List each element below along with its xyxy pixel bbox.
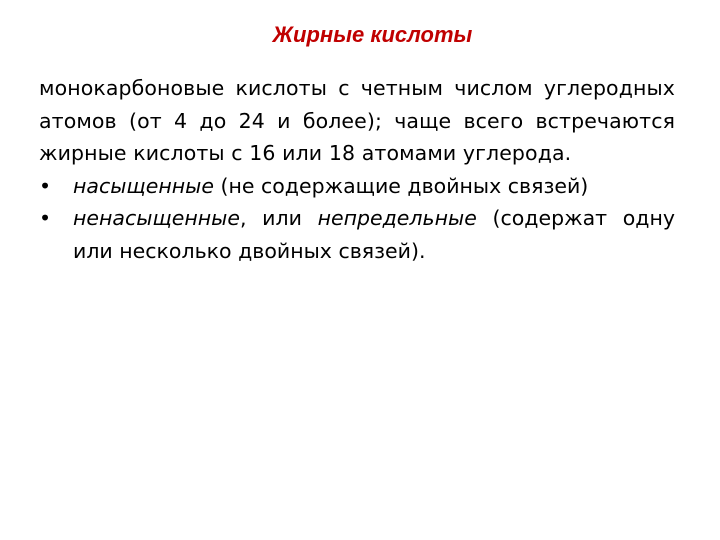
bullet-saturated (39, 170, 675, 203)
bullet-marker: • (39, 206, 52, 230)
saturated-description: (не содержащие двойных связей) (213, 173, 589, 198)
term-saturated: насыщенные (73, 173, 214, 198)
bullet-unsaturated (39, 202, 675, 267)
term-joiner: , или (239, 206, 318, 230)
term-nonlimiting: непредельные (317, 206, 477, 230)
slide-body (39, 72, 675, 267)
unsaturated-description: (содержат одну или несколько двойных связей). (73, 206, 675, 263)
bullet-marker: • (39, 173, 52, 198)
slide-title: Жирные кислоты (272, 22, 473, 47)
bullet-saturated-text (73, 170, 675, 203)
definition-paragraph: монокарбоновые кислоты с четным числом углеродных атомов (от 4 до 24 и более); чаще всего встречаются жирные кислоты с 16 или 18 атомами углерода. (39, 76, 675, 165)
term-unsaturated: ненасыщенные (73, 206, 240, 230)
bullet-unsaturated-text (73, 202, 675, 267)
